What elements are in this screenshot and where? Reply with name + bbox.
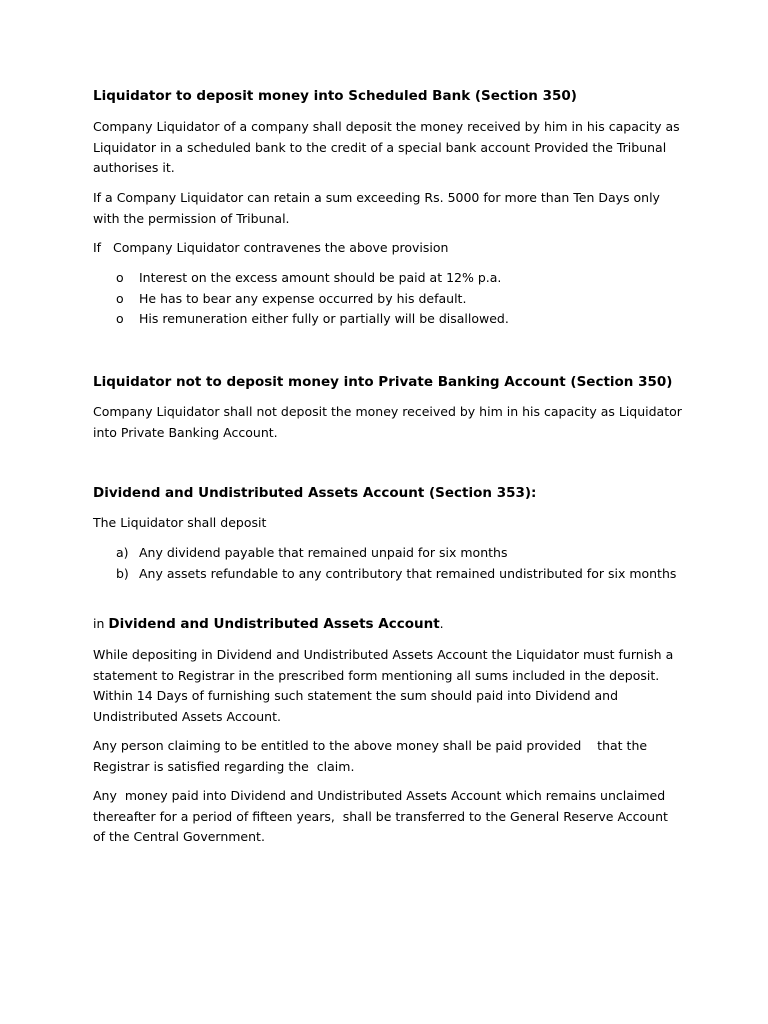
paragraph: The Liquidator shall deposit <box>93 515 267 530</box>
bullet-marker: o <box>116 270 124 285</box>
list-item-text: He has to bear any expense occurred by his default. <box>139 290 467 306</box>
inline-bold-text: Dividend and Undistributed Assets Account <box>108 616 440 632</box>
paragraph: Company Liquidator shall not deposit the money received by him in his capacity as Liquidator into Private Banking Account. <box>93 404 682 440</box>
paragraph: If Company Liquidator contravenes the above provision <box>93 240 449 255</box>
list-item <box>93 289 683 310</box>
section-heading-private-account: Liquidator not to deposit money into Private Banking Account (Section 350) <box>93 374 673 390</box>
list-item <box>93 309 683 330</box>
inline-suffix: . <box>439 616 444 631</box>
paragraph: While depositing in Dividend and Undistributed Assets Account the Liquidator must furnish a statement to Registrar in the prescribed form mentioning all sums included in the deposit. Within 14 Days of furnishing such statement the sum should paid into Dividend and Undistributed Assets Account. <box>93 647 674 724</box>
list-item-text: Any assets refundable to any contributory that remained undistributed for six months <box>139 565 677 581</box>
list-item <box>93 564 683 585</box>
paragraph: Company Liquidator of a company shall deposit the money received by him in his capacity as Liquidator in a scheduled bank to the credit of a special bank account Provided the Tribunal authorises it. <box>93 119 680 175</box>
list-marker: a) <box>116 545 129 560</box>
bullet-marker: o <box>116 290 124 306</box>
list-item-text: Any dividend payable that remained unpaid for six months <box>139 545 508 560</box>
bullet-list <box>93 268 683 330</box>
paragraph: If a Company Liquidator can retain a sum exceeding Rs. 5000 for more than Ten Days only with the permission of Tribunal. <box>93 190 660 226</box>
list-item <box>93 543 683 564</box>
inline-account-line <box>93 614 683 635</box>
list-item-text: Interest on the excess amount should be paid at 12% p.a. <box>139 270 502 285</box>
list-item <box>93 268 683 289</box>
list-marker: b) <box>116 565 129 581</box>
paragraph: Any person claiming to be entitled to the above money shall be paid provided that the Registrar is satisfied regarding the claim. <box>93 738 652 774</box>
section-heading-scheduled-bank: Liquidator to deposit money into Scheduled Bank (Section 350) <box>93 88 577 104</box>
section-heading-dividend-account: Dividend and Undistributed Assets Account (Section 353): <box>93 485 537 501</box>
paragraph: Any money paid into Dividend and Undistributed Assets Account which remains unclaimed thereafter for a period of fifteen years, shall be transferred to the General Reserve Account of the Central Government. <box>93 788 672 844</box>
lettered-list <box>93 543 683 584</box>
list-item-text: His remuneration either fully or partially will be disallowed. <box>139 311 509 326</box>
inline-prefix: in <box>93 616 109 631</box>
bullet-marker: o <box>116 311 124 326</box>
